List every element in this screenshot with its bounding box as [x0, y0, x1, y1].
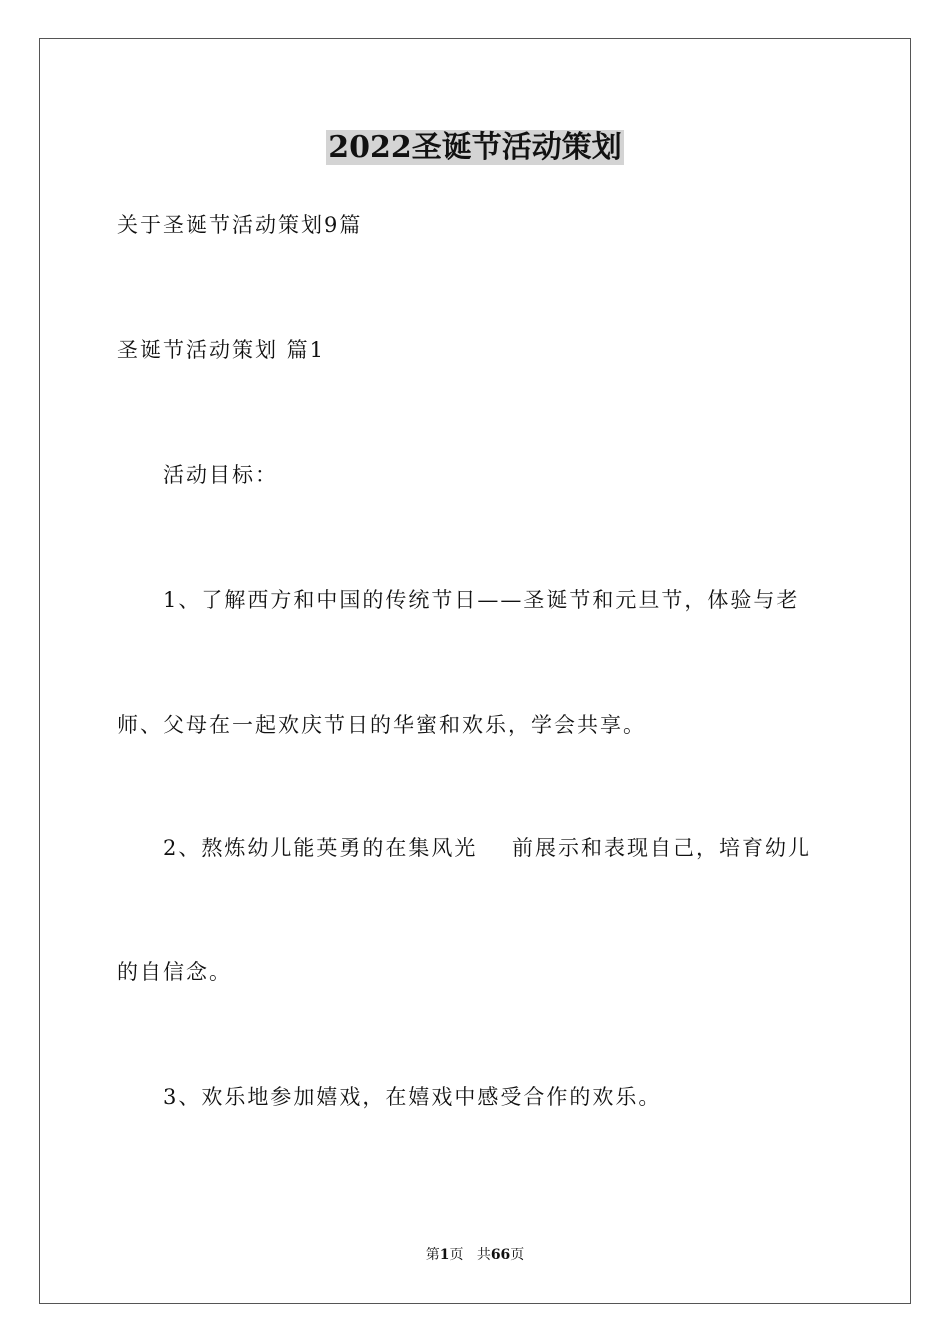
footer-page-number: 1 [439, 1247, 450, 1263]
page-footer [0, 1246, 950, 1264]
item3-line1: 3、欢乐地参加嬉戏，在嬉戏中感受合作的欢乐。 [163, 1085, 662, 1109]
item1-line2: 师、父母在一起欢庆节日的华蜜和欢乐，学会共享。 [117, 713, 646, 737]
item2-line1: 2、熬炼幼儿能英勇的在集风光 前展示和表现自己，培育幼儿 [163, 836, 812, 860]
footer-page-prefix: 第 [425, 1247, 440, 1263]
footer-page-suffix: 页 [449, 1247, 464, 1263]
item1-line1: 1、了解西方和中国的传统节日——圣诞节和元旦节，体验与老 [163, 588, 800, 612]
goal-heading: 活动目标： [163, 463, 278, 487]
document-title-text: 2022圣诞节活动策划 [328, 130, 622, 165]
document-subtitle: 关于圣诞节活动策划9篇 [117, 213, 363, 237]
footer-total-prefix: 共 [476, 1247, 491, 1263]
footer-total-pages: 66 [490, 1247, 511, 1263]
footer-total-suffix: 页 [510, 1247, 525, 1263]
item2-line2: 的自信念。 [117, 960, 232, 984]
section-heading: 圣诞节活动策划 篇1 [117, 338, 326, 362]
document-title [0, 128, 950, 168]
